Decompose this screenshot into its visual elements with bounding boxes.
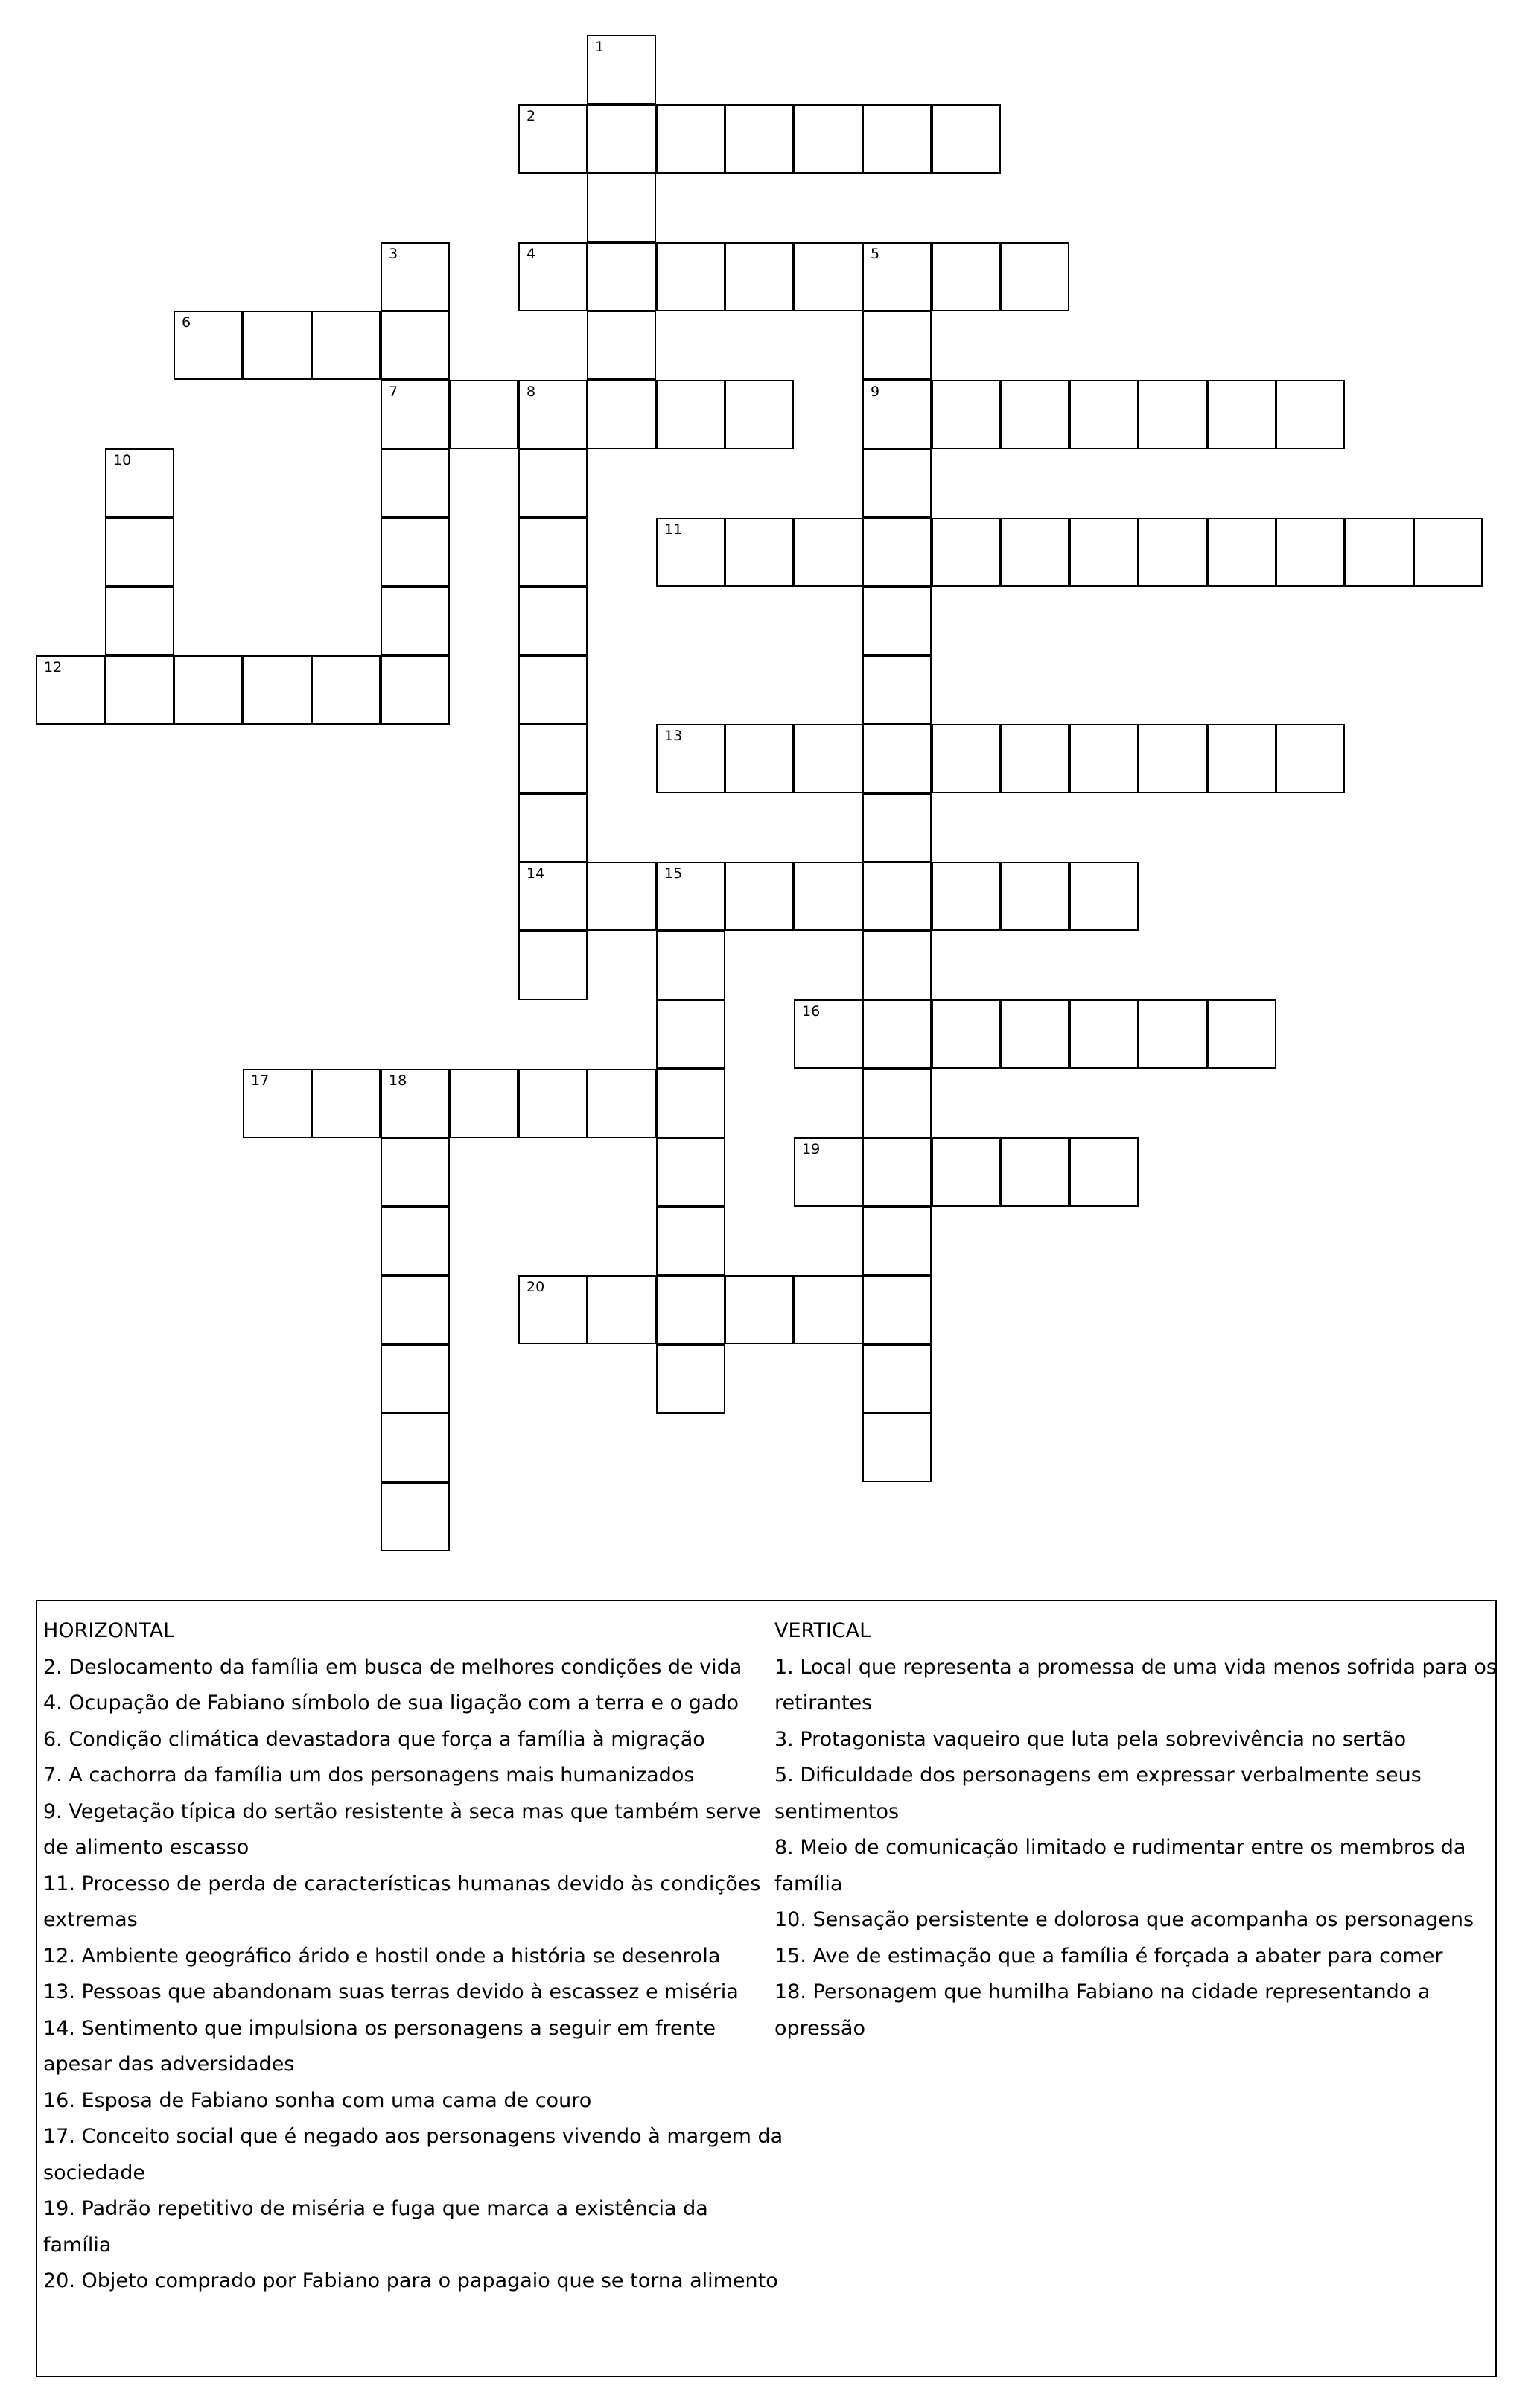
horizontal-clue-line: família — [43, 2233, 112, 2257]
vertical-clue-line: 10. Sensação persistente e dolorosa que acompanha os personagens — [774, 1908, 1474, 1931]
crossword-cell[interactable] — [862, 1275, 932, 1344]
clue-number: 1 — [595, 39, 605, 55]
crossword-cell[interactable] — [932, 104, 1001, 174]
crossword-cell[interactable] — [932, 862, 1001, 931]
crossword-cell[interactable] — [174, 655, 243, 725]
crossword-cell[interactable] — [587, 104, 656, 174]
crossword-cell[interactable] — [518, 380, 588, 449]
crossword-cell[interactable] — [932, 724, 1001, 793]
horizontal-clues — [43, 1613, 783, 2300]
crossword-cell[interactable] — [1138, 518, 1207, 587]
clue-number: 20 — [526, 1279, 545, 1295]
crossword-cell[interactable] — [794, 518, 863, 587]
crossword-cell[interactable] — [1000, 380, 1069, 449]
crossword-cell[interactable] — [862, 448, 932, 518]
crossword-cell[interactable] — [243, 655, 312, 725]
crossword-cell[interactable] — [518, 104, 588, 174]
clue-number: 6 — [182, 314, 191, 331]
crossword-cell[interactable] — [862, 1137, 932, 1207]
vertical-clues — [774, 1613, 1497, 2047]
horizontal-clue-line: 13. Pessoas que abandonam suas terras devido à escassez e miséria — [43, 1980, 739, 2003]
crossword-cell[interactable] — [656, 1069, 725, 1138]
crossword-cell[interactable] — [725, 380, 794, 449]
crossword-cell[interactable] — [862, 1344, 932, 1414]
horizontal-clue-line: 12. Ambiente geográfico árido e hostil onde a história se desenrola — [43, 1944, 721, 1968]
crossword-cell[interactable] — [656, 862, 725, 931]
crossword-cell[interactable] — [36, 655, 105, 725]
crossword-cell[interactable] — [725, 518, 794, 587]
clue-number: 7 — [389, 384, 398, 400]
crossword-cell[interactable] — [1276, 724, 1345, 793]
horizontal-clue-line: 11. Processo de perda de características humanas devido às condições — [43, 1872, 761, 1895]
crossword-cell[interactable] — [381, 1069, 450, 1138]
crossword-cell[interactable] — [656, 931, 725, 1000]
crossword-cell[interactable] — [932, 999, 1001, 1069]
crossword-cell[interactable] — [381, 242, 450, 311]
crossword-cell[interactable] — [381, 1482, 450, 1551]
crossword-cell[interactable] — [587, 311, 656, 380]
crossword-cell[interactable] — [1069, 724, 1139, 793]
crossword-cell[interactable] — [725, 1275, 794, 1344]
crossword-cell[interactable] — [381, 380, 450, 449]
crossword-cell[interactable] — [862, 931, 932, 1000]
clue-number: 17 — [251, 1072, 270, 1089]
crossword-cell[interactable] — [1000, 518, 1069, 587]
clues-panel — [36, 1600, 1497, 2377]
clue-number: 9 — [871, 384, 880, 400]
crossword-cell[interactable] — [862, 793, 932, 862]
vertical-clue-line: 15. Ave de estimação que a família é forçada a abater para comer — [774, 1944, 1443, 1968]
crossword-cell[interactable] — [656, 1344, 725, 1414]
vertical-clue-line: 1. Local que representa a promessa de uma vida menos sofrida para os — [774, 1655, 1497, 1679]
crossword-cell[interactable] — [381, 1207, 450, 1276]
crossword-cell[interactable] — [105, 586, 174, 655]
clue-number: 11 — [664, 521, 683, 538]
crossword-cell[interactable] — [1000, 242, 1069, 311]
horizontal-clues-heading: HORIZONTAL — [43, 1619, 175, 1642]
crossword-cell[interactable] — [1207, 999, 1276, 1069]
crossword-cell[interactable] — [381, 518, 450, 587]
crossword-cell[interactable] — [656, 242, 725, 311]
crossword-cell[interactable] — [518, 518, 588, 587]
crossword-cell[interactable] — [381, 1413, 450, 1482]
crossword-cell[interactable] — [174, 311, 243, 380]
crossword-cell[interactable] — [518, 1275, 588, 1344]
crossword-cell[interactable] — [587, 242, 656, 311]
crossword-cell[interactable] — [656, 1207, 725, 1276]
crossword-cell[interactable] — [862, 380, 932, 449]
horizontal-clue-line: 20. Objeto comprado por Fabiano para o papagaio que se torna alimento — [43, 2269, 778, 2292]
clue-number: 5 — [871, 246, 880, 262]
crossword-cell[interactable] — [862, 999, 932, 1069]
crossword-cell[interactable] — [518, 448, 588, 518]
crossword-cell[interactable] — [381, 586, 450, 655]
crossword-cell[interactable] — [105, 655, 174, 725]
crossword-cell[interactable] — [1207, 380, 1276, 449]
vertical-clue-line: 3. Protagonista vaqueiro que luta pela sobrevivência no sertão — [774, 1727, 1407, 1751]
crossword-cell[interactable] — [587, 1069, 656, 1138]
crossword-cell[interactable] — [862, 518, 932, 587]
clue-number: 8 — [526, 384, 536, 400]
crossword-cell[interactable] — [725, 104, 794, 174]
crossword-cell[interactable] — [311, 1069, 381, 1138]
crossword-cell[interactable] — [1276, 518, 1345, 587]
horizontal-clue-line: apesar das adversidades — [43, 2053, 295, 2076]
crossword-cell[interactable] — [518, 793, 588, 862]
crossword-cell[interactable] — [587, 35, 656, 104]
crossword-cell[interactable] — [656, 380, 725, 449]
crossword-cell[interactable] — [518, 1069, 588, 1138]
crossword-cell[interactable] — [1413, 518, 1483, 587]
crossword-cell[interactable] — [1138, 380, 1207, 449]
clue-number: 10 — [113, 452, 132, 468]
crossword-cell[interactable] — [518, 724, 588, 793]
clue-number: 3 — [389, 246, 398, 262]
vertical-clues-heading: VERTICAL — [774, 1619, 871, 1642]
horizontal-clue-line: extremas — [43, 1908, 138, 1931]
crossword-cell[interactable] — [656, 518, 725, 587]
crossword-cell[interactable] — [381, 448, 450, 518]
vertical-clue-line: família — [774, 1872, 843, 1895]
crossword-cell[interactable] — [1000, 862, 1069, 931]
crossword-cell[interactable] — [381, 655, 450, 725]
clue-number: 16 — [802, 1003, 821, 1020]
crossword-cell[interactable] — [587, 862, 656, 931]
vertical-clue-line: 5. Dificuldade dos personagens em expressar verbalmente seus — [774, 1764, 1422, 1787]
horizontal-clue-line: 14. Sentimento que impulsiona os personagens a seguir em frente — [43, 2016, 716, 2040]
crossword-cell[interactable] — [243, 1069, 312, 1138]
clue-number: 18 — [389, 1072, 407, 1089]
crossword-cell[interactable] — [862, 1413, 932, 1482]
crossword-cell[interactable] — [932, 242, 1001, 311]
crossword-cell[interactable] — [725, 862, 794, 931]
horizontal-clue-line: 16. Esposa de Fabiano sonha com uma cama de couro — [43, 2088, 592, 2112]
crossword-cell[interactable] — [1000, 724, 1069, 793]
clue-number: 15 — [664, 865, 683, 882]
crossword-cell[interactable] — [862, 586, 932, 655]
crossword-cell[interactable] — [381, 311, 450, 380]
clue-number: 14 — [526, 865, 545, 882]
vertical-clue-line: retirantes — [774, 1691, 873, 1714]
crossword-cell[interactable] — [381, 1344, 450, 1414]
crossword-cell[interactable] — [105, 448, 174, 518]
crossword-cell[interactable] — [587, 1275, 656, 1344]
crossword-cell[interactable] — [862, 311, 932, 380]
crossword-cell[interactable] — [656, 1137, 725, 1207]
vertical-clue-line: 18. Personagem que humilha Fabiano na cidade representando a — [774, 1980, 1431, 2003]
vertical-clue-line: sentimentos — [774, 1799, 900, 1823]
crossword-cell[interactable] — [1069, 862, 1139, 931]
crossword-cell[interactable] — [518, 655, 588, 725]
crossword-cell[interactable] — [656, 1275, 725, 1344]
crossword-cell[interactable] — [1138, 724, 1207, 793]
crossword-cell[interactable] — [381, 1275, 450, 1344]
horizontal-clue-line: 9. Vegetação típica do sertão resistente à seca mas que também serve — [43, 1799, 761, 1823]
crossword-cell[interactable] — [862, 104, 932, 174]
crossword-cell[interactable] — [518, 931, 588, 1000]
crossword-cell[interactable] — [725, 242, 794, 311]
crossword-cell[interactable] — [932, 380, 1001, 449]
crossword-cell[interactable] — [518, 862, 588, 931]
crossword-cell[interactable] — [1069, 1137, 1139, 1207]
clue-number: 4 — [526, 246, 536, 262]
crossword-cell[interactable] — [656, 999, 725, 1069]
crossword-cell[interactable] — [1207, 518, 1276, 587]
crossword-cell[interactable] — [1000, 999, 1069, 1069]
crossword-cell[interactable] — [862, 1207, 932, 1276]
crossword-cell[interactable] — [725, 724, 794, 793]
crossword-cell[interactable] — [1345, 518, 1414, 587]
crossword-cell[interactable] — [1069, 999, 1139, 1069]
crossword-cell[interactable] — [656, 724, 725, 793]
crossword-cell[interactable] — [862, 655, 932, 725]
crossword-cell[interactable] — [1069, 518, 1139, 587]
crossword-cell[interactable] — [1276, 380, 1345, 449]
horizontal-clue-line: 6. Condição climática devastadora que força a família à migração — [43, 1727, 705, 1751]
horizontal-clue-line: 17. Conceito social que é negado aos personagens vivendo à margem da — [43, 2125, 783, 2148]
crossword-cell[interactable] — [862, 242, 932, 311]
crossword-cell[interactable] — [794, 1137, 863, 1207]
clue-number: 19 — [802, 1141, 821, 1157]
crossword-cell[interactable] — [311, 311, 381, 380]
horizontal-clue-line: 2. Deslocamento da família em busca de melhores condições de vida — [43, 1655, 742, 1679]
crossword-cell[interactable] — [794, 242, 863, 311]
horizontal-clue-line: de alimento escasso — [43, 1836, 249, 1859]
clue-number: 13 — [664, 728, 683, 744]
crossword-cell[interactable] — [862, 724, 932, 793]
vertical-clue-line: 8. Meio de comunicação limitado e rudimentar entre os membros da — [774, 1836, 1466, 1859]
crossword-cell[interactable] — [1000, 1137, 1069, 1207]
clue-number: 12 — [44, 659, 63, 676]
crossword-cell[interactable] — [449, 380, 518, 449]
crossword-cell[interactable] — [862, 862, 932, 931]
crossword-cell[interactable] — [105, 518, 174, 587]
crossword-cell[interactable] — [449, 1069, 518, 1138]
clue-number: 2 — [526, 108, 536, 124]
crossword-cell[interactable] — [794, 862, 863, 931]
crossword-cell[interactable] — [243, 311, 312, 380]
crossword-cell[interactable] — [862, 1069, 932, 1138]
horizontal-clue-line: 7. A cachorra da família um dos personagens mais humanizados — [43, 1764, 695, 1787]
crossword-cell[interactable] — [518, 242, 588, 311]
crossword-cell[interactable] — [587, 380, 656, 449]
horizontal-clue-line: 19. Padrão repetitivo de miséria e fuga que marca a existência da — [43, 2197, 708, 2220]
crossword-cell[interactable] — [518, 586, 588, 655]
crossword-cell[interactable] — [932, 1137, 1001, 1207]
crossword-cell[interactable] — [311, 655, 381, 725]
crossword-cell[interactable] — [932, 518, 1001, 587]
crossword-cell[interactable] — [1207, 724, 1276, 793]
crossword-cell[interactable] — [794, 724, 863, 793]
crossword-cell[interactable] — [381, 1137, 450, 1207]
horizontal-clue-line: 4. Ocupação de Fabiano símbolo de sua ligação com a terra e o gado — [43, 1691, 739, 1714]
crossword-cell[interactable] — [1069, 380, 1139, 449]
crossword-cell[interactable] — [794, 1275, 863, 1344]
horizontal-clue-line: sociedade — [43, 2161, 145, 2184]
crossword-cell[interactable] — [794, 999, 863, 1069]
crossword-cell[interactable] — [587, 173, 656, 242]
crossword-cell[interactable] — [656, 104, 725, 174]
crossword-cell[interactable] — [794, 104, 863, 174]
crossword-cell[interactable] — [1138, 999, 1207, 1069]
vertical-clue-line: opressão — [774, 2016, 865, 2040]
